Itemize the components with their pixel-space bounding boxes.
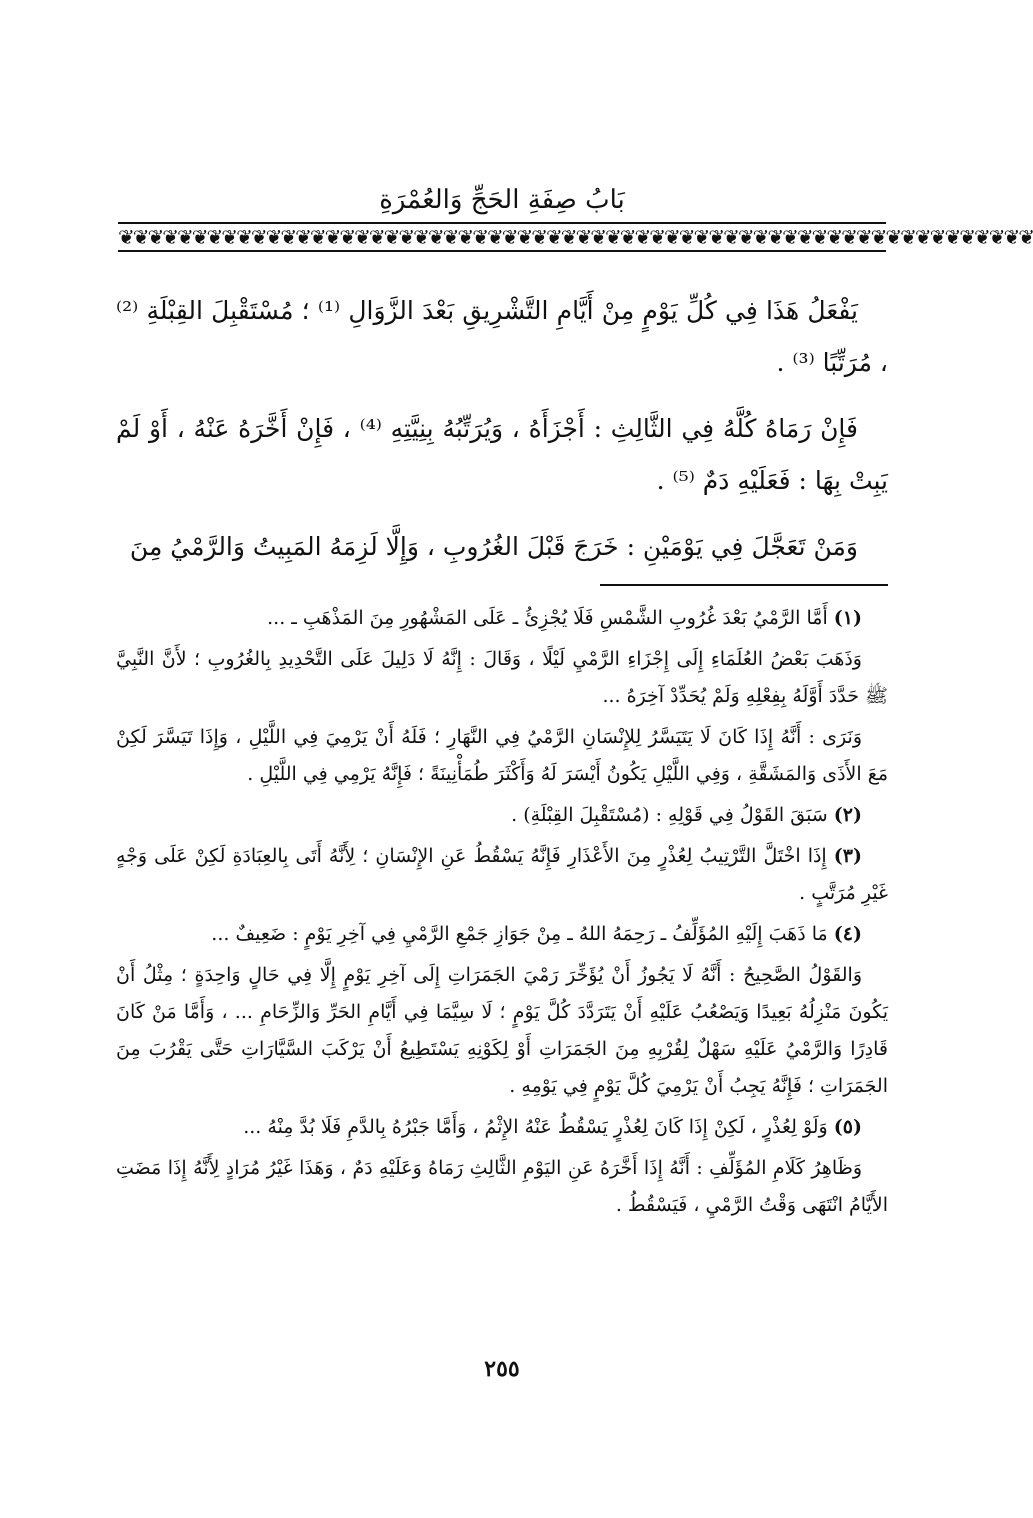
page-number: ٢٥٥ — [484, 1356, 520, 1382]
main-paragraph: وَمَنْ تَعَجَّلَ فِي يَوْمَيْنِ : خَرَجَ قَبْلَ الغُرُوبِ ، وَإِلَّا لَزِمَهُ المَبِيتُ وَالرَّمْيُ مِنَ — [129, 532, 858, 561]
footnote — [116, 1150, 888, 1224]
footnote-number: (٤) — [833, 923, 862, 945]
footnote-text: وَذَهَبَ بَعْضُ العُلَمَاءِ إِلَى إِجْزَاءِ الرَّمْيِ لَيْلًا ، وَقَالَ : إِنَّهُ لَا دَلِيلَ عَلَى التَّحْدِيدِ بِالغُرُوبِ ؛ لأَنَّ النَّبِيَّ ﷺ حَدَّدَ أَوَّلَهُ بِفِعْلِهِ وَلَمْ يُحَدِّدْ آخِرَهُ ... — [116, 648, 888, 707]
footnote — [116, 957, 888, 1105]
footnote-text: مَا ذَهَبَ إِلَيْهِ المُؤَلِّفُ ـ رَحِمَهُ اللهُ ـ مِنْ جَوَازِ جَمْعِ الرَّمْيِ فِي آخِرِ يَوْمٍ : ضَعِيفٌ ... — [211, 923, 828, 945]
footnote-text: وَنَرَى : أَنَّهُ إِذَا كَانَ لَا يَتَيَسَّرُ لِلإِنْسَانِ الرَّمْيُ فِي النَّهَارِ ؛ فَلَهُ أَنْ يَرْمِيَ فِي اللَّيْلِ ، وَإِذَا تَيَسَّرَ لَكِنْ مَعَ الأَذَى وَالمَشَقَّةِ ، وَفِي اللَّيْلِ يَكُونُ أَيْسَرَ لَهُ وَأَكْثَرَ طُمَأْنِينَةً ؛ فَإِنَّهُ يَرْمِي فِي اللَّيْلِ . — [116, 726, 888, 785]
main-text — [116, 285, 888, 587]
footnote-text: وَلَوْ لِعُذْرٍ ، لَكِنْ إِذَا كَانَ لِعُذْرٍ يَسْقُطُ عَنْهُ الإِثْمُ ، وَأَمَّا جَبْرُهُ بِالدَّمِ فَلَا بُدَّ مِنْهُ ... — [243, 1116, 828, 1138]
footnote-text: إِذَا اخْتَلَّ التَّرْتِيبُ لِعُذْرٍ مِنَ الأَعْذَارِ فَإِنَّهُ يَسْقُطُ عَنِ الإِنْسَانِ ؛ لِأَنَّهُ أَتَى بِالعِبَادَةِ لَكِنْ عَلَى وَجْهٍ غَيْرِ مُرَتَّبٍ . — [116, 845, 888, 904]
footnotes — [116, 600, 888, 1228]
footnote — [116, 600, 888, 637]
footnote-number: (٥) — [833, 1116, 862, 1138]
footnote — [116, 916, 888, 953]
footnote — [116, 838, 888, 912]
main-paragraph: يَفْعَلُ هَذَا فِي كُلِّ يَوْمٍ مِنْ أَيَّامِ التَّشْرِيقِ بَعْدَ الزَّوَالِ ⁽¹⁾ ؛ مُسْتَقْبِلَ القِبْلَةِ ⁽²⁾ ، مُرَتِّبًا ⁽³⁾ . — [116, 296, 888, 377]
chapter-title: بَابُ صِفَةِ الحَجِّ وَالعُمْرَةِ — [379, 185, 625, 215]
ornamental-border: ❦❦❦❦❦❦❦❦❦❦❦❦❦❦❦❦❦❦❦❦❦❦❦❦❦❦❦❦❦❦❦❦❦❦❦❦❦❦❦❦❦❦❦❦❦❦❦❦❦❦❦❦❦❦❦❦❦❦❦❦❦❦ — [118, 222, 886, 252]
footnote — [116, 797, 888, 834]
footnote-text: أَمَّا الرَّمْيُ بَعْدَ غُرُوبِ الشَّمْسِ فَلَا يُجْزِئُ ـ عَلَى المَشْهُورِ مِنَ المَذْهَبِ ـ ... — [267, 607, 828, 629]
footnote — [116, 719, 888, 793]
footnote-text: سَبَقَ القَوْلُ فِي قَوْلِهِ : (مُسْتَقْبِلَ القِبْلَةِ) . — [511, 804, 828, 826]
footnote-number: (١) — [833, 607, 862, 629]
footnote — [116, 1109, 888, 1146]
footnote-number: (٣) — [833, 845, 862, 867]
footnote-separator — [600, 584, 888, 586]
footnote-text: وَالقَوْلُ الصَّحِيحُ : أَنَّهُ لَا يَجُوزُ أَنْ يُؤَخِّرَ رَمْيَ الجَمَرَاتِ إِلَى آخِرِ يَوْمٍ إِلَّا فِي حَالٍ وَاحِدَةٍ ؛ مِثْلُ أَنْ يَكُونَ مَنْزِلُهُ بَعِيدًا وَيَصْعُبُ عَلَيْهِ أَنْ يَتَرَدَّدَ كُلَّ يَوْمٍ ؛ لَا سِيَّمَا فِي أَيَّامِ الحَرِّ وَالزِّحَامِ ... ، وَأَمَّا مَنْ كَانَ قَادِرًا وَالرَّمْيُ عَلَيْهِ سَهْلٌ لِقُرْبِهِ مِنَ الجَمَرَاتِ أَوْ لِكَوْنِهِ يَسْتَطِيعُ أَنْ يَرْكَبَ السَّيَّارَاتِ حَتَّى يَقْرُبَ مِنَ الجَمَرَاتِ ؛ فَإِنَّهُ يَجِبُ أَنْ يَرْمِيَ كُلَّ يَوْمٍ فِي يَوْمِهِ . — [116, 964, 888, 1097]
footnote-number: (٢) — [833, 804, 862, 826]
footnote-text: وَظَاهِرُ كَلَامِ المُؤَلِّفِ : أَنَّهُ إِذَا أَخَّرَهُ عَنِ اليَوْمِ الثَّالِثِ رَمَاهُ وَعَلَيْهِ دَمٌ ، وَهَذَا غَيْرُ مُرَادٍ لِأَنَّهُ إِذَا مَضَتِ الأَيَّامُ انْتَهَى وَقْتُ الرَّمْيِ ، فَيَسْقُطُ . — [116, 1157, 888, 1216]
main-paragraph: فَإِنْ رَمَاهُ كُلَّهُ فِي الثَّالِثِ : أَجْزَأَهُ ، وَيُرَتِّبُهُ بِنِيَّتِهِ ⁽⁴⁾ ، فَإِنْ أَخَّرَهُ عَنْهُ ، أَوْ لَمْ يَبِتْ بِهَا : فَعَلَيْهِ دَمٌ ⁽⁵⁾ . — [116, 414, 888, 495]
footnote — [116, 641, 888, 715]
